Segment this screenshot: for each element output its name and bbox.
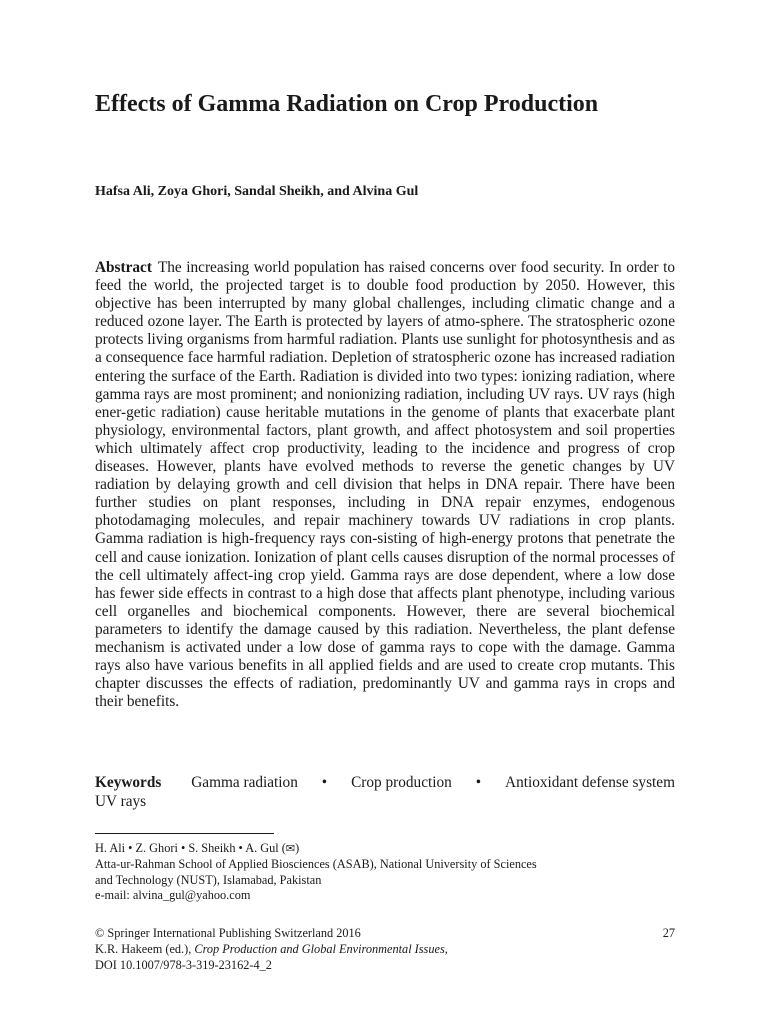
abstract-text: The increasing world population has raised concerns over food security. In order to feed the world, the projected target is to double food production by 2050. However, this objective has been interrupted by many global challenges, including climatic change and a reduced ozone layer. The Earth is protected by layers of atmo-sphere. The stratospheric ozone protects living organisms from harmful radiation. Plants use sunlight for photosynthesis and as a consequence face harmful radiation. Depletion of stratospheric ozone has increased radiation entering the surface of the Earth. Radiation is divided into two types: ionizing radiation, where gamma rays are most prominent; and nonionizing radiation, including UV rays. UV rays (high ener-getic radiation) cause heritable mutations in the genome of plants that exacerbate plant physiology, environmental factors, plant growth, and affect photosystem and soil properties which ultimately affect crop productivity, leading to the incidence and progress of crop diseases. However, plants have evolved methods to reverse the genetic changes by UV radiation by delaying growth and cell division that helps in DNA repair. There have been further studies on plant responses, including in DNA repair enzymes, endogenous photodamaging molecules, and repair machinery towards UV radiations in crop plants. Gamma radiation is high-frequency rays con-sisting of high-energy protons that penetrate the cell and cause ionization. Ionization of plant cells causes disruption of the normal processes of the cell ultimately affect-ing crop yield. Gamma rays are dose dependent, where a low dose has fewer side effects in contrast to a high dose that affects plant phenotype, including various cell organelles and biochemical components. However, there are several biochemical parameters to identify the damage caused by this radiation. Nevertheless, the plant defense mechanism is activated under a low dose of gamma rays to cope with the damage. Gamma rays also have various benefits in all applied fields and are used to create crop mutants. This chapter discusses the effects of radiation, predominantly UV and gamma rays in crops and their benefits. <box>95 259 675 711</box>
keyword-item: Gamma radiation <box>191 774 298 791</box>
keyword-separator: • <box>321 774 328 791</box>
page-number: 27 <box>662 926 675 940</box>
keyword-item: Crop production <box>351 774 452 791</box>
footnote-divider <box>95 833 274 834</box>
chapter-title: Effects of Gamma Radiation on Crop Production <box>95 91 599 117</box>
publication-footer <box>95 926 675 973</box>
book-title: Crop Production and Global Environmental Issues <box>194 941 445 956</box>
keyword-item: UV rays <box>95 793 147 810</box>
doi: DOI 10.1007/978-3-319-23162-4_2 <box>95 957 272 972</box>
keywords-row <box>95 773 675 792</box>
envelope-icon: ✉ <box>285 842 296 855</box>
book-citation: K.R. Hakeem (ed.), Crop Production and Global Environmental Issues, <box>95 941 448 956</box>
abstract-label: Abstract <box>95 259 152 276</box>
affiliation-authors: H. Ali • Z. Ghori • S. Sheikh • A. Gul (✉) <box>95 841 300 855</box>
keywords <box>95 773 675 811</box>
keyword-item: Antioxidant defense system <box>505 774 675 791</box>
affiliation-email: e-mail: alvina_gul@yahoo.com <box>95 888 251 903</box>
author-affiliation <box>95 841 675 904</box>
affiliation-location: and Technology (NUST), Islamabad, Pakistan <box>95 872 322 887</box>
affiliation-institution: Atta-ur-Rahman School of Applied Biosciences (ASAB), National University of Sciences <box>95 856 537 871</box>
abstract <box>95 259 675 711</box>
keywords-label: Keywords <box>95 774 162 791</box>
copyright-notice: © Springer International Publishing Switzerland 2016 <box>95 926 361 940</box>
author-list: Hafsa Ali, Zoya Ghori, Sandal Sheikh, and Alvina Gul <box>95 184 419 199</box>
keyword-separator: • <box>475 774 482 791</box>
